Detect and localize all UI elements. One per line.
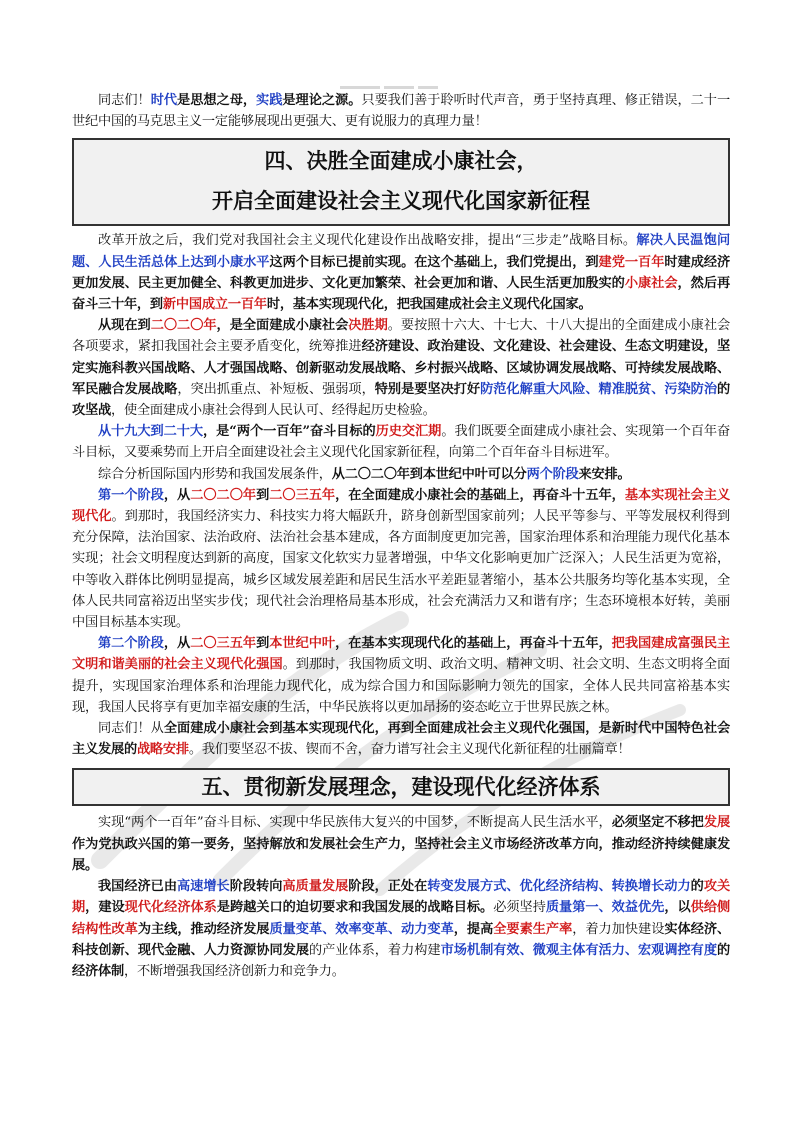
text-run: 高速增长 (177, 879, 230, 895)
text-run: ，以 (664, 900, 691, 916)
section-heading (72, 138, 730, 226)
paragraph (72, 812, 730, 876)
text-run: 必须坚定不移把 (611, 815, 704, 831)
text-run: ，使全面建成小康社会得到人民认可、经得起历史检验。 (110, 403, 436, 419)
text-run: 实体经济、科技创新、现代金融、人力资源协同发展 (72, 921, 731, 958)
text-run: 为主线，推动经济发展 (137, 921, 270, 937)
text-run: 把我国建成富强民主文明和谐美丽的社会主义现代化强国 (72, 636, 731, 673)
text-run: 新中国成立一百年 (162, 297, 267, 313)
text-run: 的产业体系，着力构建 (308, 942, 441, 958)
text-run: 综合分析国际国内形势和我国发展条件， (98, 466, 332, 482)
text-run: 。到那时，我国经济实力、科技实力将大幅跃升，跻身创新型国家前列；人民平等参与、平等发展权利得到充分保障，法治国家、法治政府、法治社会基本建成，各方面制度更加完善，国家治理体系和治理能力现代化基本实现；社会文明程度达到新的高度，国家文化软实力显著增强，中华文化影响更加广泛深入；人民生活更为宽裕，中等收入群体比例明显提高，城乡区域发展差距和居民生活水平差距显著缩小，基本公共服务均等化基本实现，全体人民共同富裕迈出坚实步伐；现代社会治理格局基本形成，社会充满活力又和谐有序；生态环境根本好转，美丽中国目标基本实现。 (72, 509, 730, 631)
text-run: ，是“两个一百年”奋斗目标的 (203, 424, 376, 440)
text-run: 市场机制有效、微观主体有活力、宏观调控有度 (440, 942, 717, 958)
text-run: 是跨越关口的迫切要求和我国发展的战略目标。 (216, 900, 494, 916)
paragraph (72, 464, 730, 485)
text-run: ，突出抓重点、补短板、强弱项， (177, 381, 375, 397)
text-run: 是思想之母， (177, 93, 257, 108)
text-run: 二〇二〇年 (150, 318, 217, 334)
text-run: 发展 (703, 815, 730, 831)
text-run: 供给侧结构性改革 (72, 900, 730, 937)
text-run: 作为党执政兴国的第一要务，坚持解放和发展社会生产力，坚持社会主义市场经济改革方向，推动经济持续健康发展。 (72, 836, 730, 873)
text-run: ，从 (163, 636, 191, 652)
text-run: 必须坚持 (493, 900, 546, 916)
paragraph (72, 90, 730, 132)
paragraph (72, 876, 730, 982)
paragraph (72, 230, 730, 315)
text-run: 到 (256, 487, 270, 503)
text-run: ，建设 (85, 900, 125, 916)
text-run: 高质量发展 (282, 879, 349, 895)
section-heading-line: 四、决胜全面建成小康社会， (264, 149, 538, 174)
text-run: 从现在到 (98, 318, 151, 334)
text-run: 攻关期 (72, 879, 730, 916)
text-run: 从二〇二〇年到本世纪中叶可以分 (331, 466, 527, 482)
text-run: 。我们要坚忍不拔、锲而不舍，奋力谱写社会主义现代化新征程的壮丽篇章！ (188, 742, 631, 758)
text-run: 时代 (150, 93, 178, 108)
text-run: 解决人民温饱问题、人民生活总体上达到小康水平 (72, 233, 730, 270)
text-run: 本世纪中叶 (269, 636, 336, 652)
text-run: 基本实现社会主义现代化 (72, 487, 731, 525)
text-run: 只要我们善于聆听时代声音，勇于坚持真理、修正错误，二十一世纪中国的马克思主义一定能够展现出更强大、更有说服力的真理力量！ (72, 93, 730, 130)
text-run: 二〇三五年 (190, 636, 257, 652)
text-run: 实践 (256, 93, 283, 108)
text-run: 建党一百年 (598, 254, 665, 270)
text-run: 同志们！ (98, 93, 151, 108)
text-run: 到 (256, 636, 270, 652)
text-run: 同志们！从 (98, 721, 164, 737)
text-run: 两个阶段 (526, 466, 579, 482)
text-run: 质量变革、效率变革、动力变革 (269, 921, 454, 937)
text-run: 的 (690, 879, 704, 895)
text-run: ，然后再奋斗三十年，到 (72, 275, 730, 313)
text-run: ，从 (163, 487, 191, 503)
text-run: 。到那时，我国物质文明、政治文明、精神文明、社会文明、生态文明将全面提升，实现国家治理体系和治理能力现代化，成为综合国力和国际影响力领先的国家，全体人民共同富裕基本实现，我国人民将享有更加幸福安康的生活，中华民族将以更加昂扬的姿态屹立于世界民族之林。 (72, 657, 730, 715)
text-run: 小康社会 (624, 275, 678, 291)
text-run: ，着力加快建设 (572, 921, 665, 937)
text-run: ，提高 (453, 921, 494, 937)
text-run: 转变发展方式、优化经济结构、转换增长动力 (427, 879, 691, 895)
paragraph (72, 718, 730, 760)
document-body (72, 90, 730, 982)
text-run: 是理论之源。 (282, 93, 362, 108)
text-run: 经济建设、政治建设、文化建设、社会建设、生态文明建设，坚定实施科教兴国战略、人才强国战略、创新驱动发展战略、乡村振兴战略、区域协调发展战略、可持续发展战略、军民融合发展战略 (72, 339, 730, 397)
header-decoration (340, 74, 460, 80)
text-run: 。我们既要全面建成小康社会、实现第一个百年奋斗目标，又要乘势而上开启全面建设社会主义现代化国家新征程，向第二个百年奋斗目标进军。 (72, 424, 731, 461)
text-run: 决胜期 (348, 318, 388, 334)
text-run: ，不断增强我国经济创新力和竞争力。 (123, 963, 345, 979)
text-run: 第二个阶段 (98, 636, 164, 652)
text-run: 来安排。 (578, 466, 631, 482)
paragraph (72, 485, 730, 633)
text-run: 特别是要坚决打好 (374, 381, 481, 397)
text-run: ，在全面建成小康社会的基础上，再奋斗十五年， (335, 487, 625, 503)
text-run: 改革开放之后，我们党对我国社会主义现代化建设作出战略安排，提出“三步走”战略目标。 (98, 233, 637, 249)
text-run: 时建成经济更加发展、民主更加健全、科教更加进步、文化更加繁荣、社会更加和谐、人民生活更加殷实的 (72, 254, 731, 291)
paragraph (72, 633, 730, 718)
text-run: 从十九大到二十大 (98, 424, 204, 440)
text-run: 。要按照十六大、十七大、十八大提出的全面建成小康社会各项要求，紧扣我国社会主要矛盾变化，统筹推进 (72, 318, 731, 355)
text-run: 我国经济已由 (98, 879, 178, 895)
paragraph (72, 315, 730, 421)
text-run: 全面建成小康社会到基本实现现代化，再到全面建成社会主义现代化强国，是新时代中国特色社会主义发展的 (72, 721, 730, 758)
text-run: 阶段，正处在 (348, 879, 428, 895)
text-run: 这两个目标已提前实现。在这个基础上，我们党提出，到 (269, 254, 599, 270)
text-run: 阶段转向 (229, 879, 283, 895)
text-run: ，在基本实现现代化的基础上，再奋斗十五年， (335, 636, 612, 652)
text-run: 二〇三五年 (269, 487, 336, 503)
text-run: 的经济体制 (72, 942, 730, 979)
text-run: 第一个阶段 (98, 487, 164, 503)
text-run: 实现“两个一百年”奋斗目标、实现中华民族伟大复兴的中国梦，不断提高人民生活水平， (98, 815, 612, 831)
text-run: 质量第一、效益优先 (545, 900, 665, 916)
text-run: 的攻坚战 (72, 381, 731, 419)
text-run: 现代化经济体系 (124, 900, 217, 916)
text-run: 二〇二〇年 (190, 487, 257, 503)
text-run: ，是全面建成小康社会 (216, 318, 349, 334)
text-run: 全要素生产率 (493, 921, 573, 937)
text-run: 防范化解重大风险、精准脱贫、污染防治 (480, 381, 718, 397)
text-run: 历史交汇期 (375, 424, 442, 440)
section-heading: 五、贯彻新发展理念，建设现代化经济体系 (72, 768, 730, 806)
text-run: 战略安排 (136, 742, 189, 758)
text-run: 时，基本实现现代化，把我国建成社会主义现代化国家。 (266, 297, 592, 313)
section-heading-line: 开启全面建设社会主义现代化国家新征程 (212, 189, 590, 214)
paragraph (72, 421, 730, 463)
